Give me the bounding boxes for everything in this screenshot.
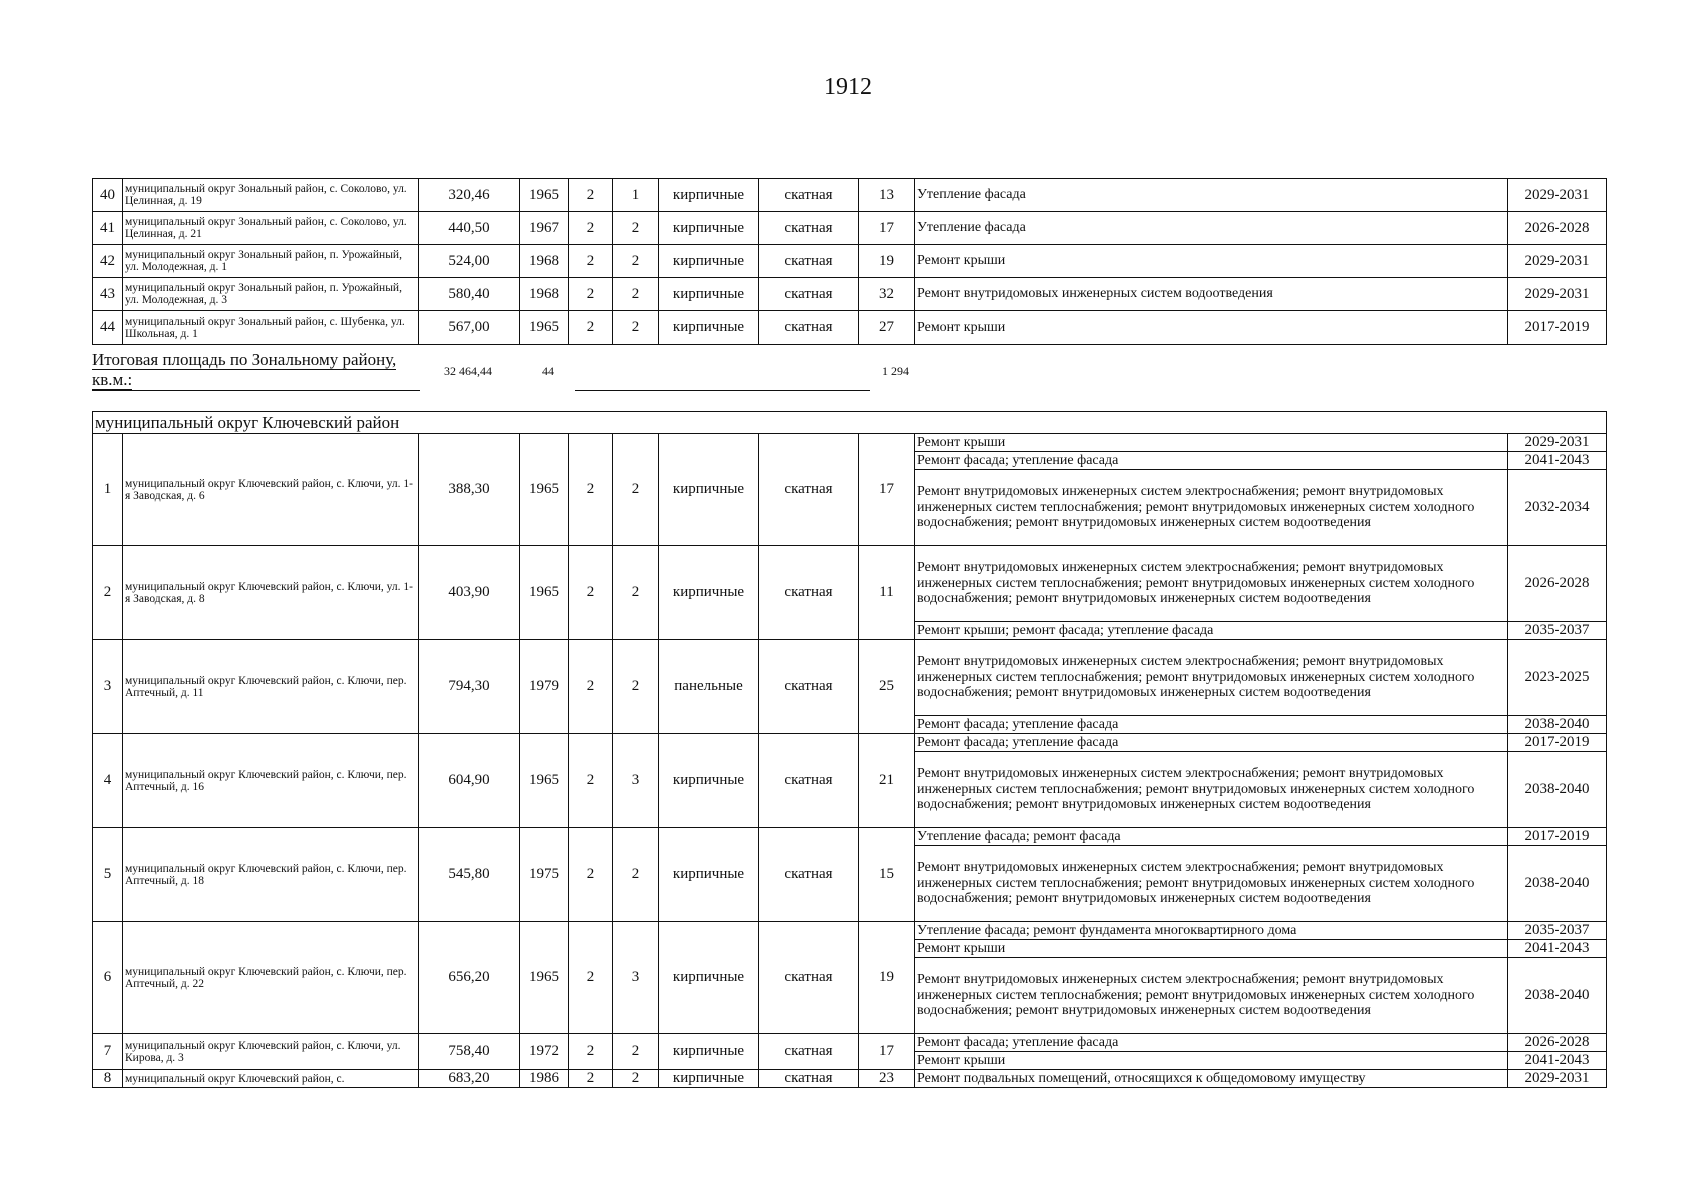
row-number: 40 [93, 179, 123, 212]
period-cell: 2038-2040 [1508, 716, 1607, 734]
floors-cell: 2 [569, 179, 613, 212]
walls-cell: кирпичные [659, 245, 759, 278]
year-cell: 1975 [520, 828, 569, 922]
table-row [93, 828, 1607, 846]
table-row [93, 434, 1607, 452]
apartments-cell: 15 [859, 828, 915, 922]
period-cell: 2029-2031 [1508, 245, 1607, 278]
period-cell: 2017-2019 [1508, 311, 1607, 345]
period-cell: 2041-2043 [1508, 1052, 1607, 1070]
area-cell: 656,20 [419, 922, 520, 1034]
roof-cell: скатная [759, 434, 859, 546]
area-cell: 440,50 [419, 212, 520, 245]
roof-cell: скатная [759, 311, 859, 345]
total-area: 32 464,44 [444, 364, 492, 378]
total-count: 44 [542, 364, 554, 378]
roof-cell: скатная [759, 546, 859, 640]
roof-cell: скатная [759, 278, 859, 311]
entrances-cell: 2 [613, 278, 659, 311]
walls-cell: кирпичные [659, 828, 759, 922]
total-underline [92, 390, 420, 391]
entrances-cell: 2 [613, 245, 659, 278]
apartments-cell: 27 [859, 311, 915, 345]
zonal-district-table [92, 178, 1607, 345]
row-number: 7 [93, 1034, 123, 1070]
period-cell: 2041-2043 [1508, 452, 1607, 470]
floors-cell: 2 [569, 212, 613, 245]
entrances-cell: 2 [613, 1034, 659, 1070]
address-cell: муниципальный округ Зональный район, п. Урожайный, ул. Молодежная, д. 1 [123, 245, 419, 278]
entrances-cell: 2 [613, 1070, 659, 1088]
entrances-cell: 1 [613, 179, 659, 212]
area-cell: 683,20 [419, 1070, 520, 1088]
total-underline [575, 390, 870, 391]
works-cell: Ремонт крыши [915, 434, 1508, 452]
works-cell: Ремонт фасада; утепление фасада [915, 716, 1508, 734]
works-cell: Ремонт внутридомовых инженерных систем электроснабжения; ремонт внутридомовых инженерных систем теплоснабжения; ремонт внутридомовых инженерных систем холодного водоснабжения; ремонт внутридомовых инженерных систем водоотведения [915, 846, 1508, 922]
row-number: 8 [93, 1070, 123, 1088]
entrances-cell: 2 [613, 640, 659, 734]
floors-cell: 2 [569, 278, 613, 311]
table-row [93, 212, 1607, 245]
period-cell: 2035-2037 [1508, 622, 1607, 640]
apartments-cell: 11 [859, 546, 915, 640]
area-cell: 580,40 [419, 278, 520, 311]
period-cell: 2023-2025 [1508, 640, 1607, 716]
address-cell: муниципальный округ Ключевский район, с. Ключи, пер. Аптечный, д. 16 [123, 734, 419, 828]
year-cell: 1965 [520, 179, 569, 212]
entrances-cell: 2 [613, 434, 659, 546]
floors-cell: 2 [569, 1034, 613, 1070]
table-row [93, 311, 1607, 345]
entrances-cell: 2 [613, 546, 659, 640]
roof-cell: скатная [759, 640, 859, 734]
address-cell: муниципальный округ Зональный район, с. Шубенка, ул. Школьная, д. 1 [123, 311, 419, 345]
year-cell: 1972 [520, 1034, 569, 1070]
year-cell: 1965 [520, 734, 569, 828]
table-row [93, 734, 1607, 752]
table-row [93, 1070, 1607, 1088]
row-number: 6 [93, 922, 123, 1034]
works-cell: Ремонт крыши [915, 245, 1508, 278]
year-cell: 1986 [520, 1070, 569, 1088]
works-cell: Ремонт крыши [915, 1052, 1508, 1070]
entrances-cell: 2 [613, 828, 659, 922]
roof-cell: скатная [759, 828, 859, 922]
area-cell: 388,30 [419, 434, 520, 546]
period-cell: 2038-2040 [1508, 752, 1607, 828]
works-cell: Ремонт фасада; утепление фасада [915, 452, 1508, 470]
apartments-cell: 25 [859, 640, 915, 734]
period-cell: 2029-2031 [1508, 434, 1607, 452]
walls-cell: кирпичные [659, 922, 759, 1034]
row-number: 1 [93, 434, 123, 546]
walls-cell: кирпичные [659, 1034, 759, 1070]
roof-cell: скатная [759, 179, 859, 212]
row-number: 43 [93, 278, 123, 311]
area-cell: 320,46 [419, 179, 520, 212]
address-cell: муниципальный округ Ключевский район, с. Ключи, ул. 1-я Заводская, д. 8 [123, 546, 419, 640]
table-row [93, 546, 1607, 622]
entrances-cell: 2 [613, 212, 659, 245]
address-cell: муниципальный округ Ключевский район, с. Ключи, ул. Кирова, д. 3 [123, 1034, 419, 1070]
row-number: 44 [93, 311, 123, 345]
period-cell: 2038-2040 [1508, 958, 1607, 1034]
works-cell: Ремонт крыши [915, 311, 1508, 345]
area-cell: 524,00 [419, 245, 520, 278]
floors-cell: 2 [569, 828, 613, 922]
walls-cell: кирпичные [659, 179, 759, 212]
year-cell: 1965 [520, 546, 569, 640]
works-cell: Ремонт крыши [915, 940, 1508, 958]
total-label: Итоговая площадь по Зональному району, кв.м.: [92, 350, 397, 389]
works-cell: Ремонт внутридомовых инженерных систем электроснабжения; ремонт внутридомовых инженерных систем теплоснабжения; ремонт внутридомовых инженерных систем холодного водоснабжения; ремонт внутридомовых инженерных систем водоотведения [915, 546, 1508, 622]
period-cell: 2017-2019 [1508, 828, 1607, 846]
works-cell: Утепление фасада; ремонт фундамента многоквартирного дома [915, 922, 1508, 940]
apartments-cell: 19 [859, 922, 915, 1034]
area-cell: 545,80 [419, 828, 520, 922]
period-cell: 2032-2034 [1508, 470, 1607, 546]
table-row [93, 278, 1607, 311]
year-cell: 1967 [520, 212, 569, 245]
area-cell: 403,90 [419, 546, 520, 640]
period-cell: 2017-2019 [1508, 734, 1607, 752]
roof-cell: скатная [759, 1070, 859, 1088]
works-cell: Ремонт внутридомовых инженерных систем электроснабжения; ремонт внутридомовых инженерных систем теплоснабжения; ремонт внутридомовых инженерных систем холодного водоснабжения; ремонт внутридомовых инженерных систем водоотведения [915, 752, 1508, 828]
entrances-cell: 3 [613, 734, 659, 828]
works-cell: Ремонт внутридомовых инженерных систем электроснабжения; ремонт внутридомовых инженерных систем теплоснабжения; ремонт внутридомовых инженерных систем холодного водоснабжения; ремонт внутридомовых инженерных систем водоотведения [915, 640, 1508, 716]
table-row [93, 640, 1607, 716]
page-number: 1912 [824, 74, 872, 100]
area-cell: 758,40 [419, 1034, 520, 1070]
works-cell: Ремонт фасада; утепление фасада [915, 734, 1508, 752]
year-cell: 1965 [520, 434, 569, 546]
roof-cell: скатная [759, 245, 859, 278]
period-cell: 2029-2031 [1508, 1070, 1607, 1088]
year-cell: 1979 [520, 640, 569, 734]
area-cell: 567,00 [419, 311, 520, 345]
apartments-cell: 21 [859, 734, 915, 828]
klyuchevsky-district-table [92, 411, 1607, 1088]
year-cell: 1965 [520, 311, 569, 345]
floors-cell: 2 [569, 434, 613, 546]
apartments-cell: 23 [859, 1070, 915, 1088]
walls-cell: кирпичные [659, 546, 759, 640]
apartments-cell: 13 [859, 179, 915, 212]
address-cell: муниципальный округ Ключевский район, с. Ключи, пер. Аптечный, д. 22 [123, 922, 419, 1034]
apartments-cell: 17 [859, 212, 915, 245]
period-cell: 2026-2028 [1508, 1034, 1607, 1052]
table-row [93, 1034, 1607, 1052]
address-cell: муниципальный округ Зональный район, п. Урожайный, ул. Молодежная, д. 3 [123, 278, 419, 311]
walls-cell: кирпичные [659, 278, 759, 311]
works-cell: Ремонт внутридомовых инженерных систем водоотведения [915, 278, 1508, 311]
floors-cell: 2 [569, 245, 613, 278]
address-cell: муниципальный округ Ключевский район, с. [123, 1070, 419, 1088]
walls-cell: кирпичные [659, 734, 759, 828]
floors-cell: 2 [569, 640, 613, 734]
floors-cell: 2 [569, 734, 613, 828]
row-number: 41 [93, 212, 123, 245]
address-cell: муниципальный округ Ключевский район, с. Ключи, пер. Аптечный, д. 18 [123, 828, 419, 922]
period-cell: 2038-2040 [1508, 846, 1607, 922]
apartments-cell: 19 [859, 245, 915, 278]
apartments-cell: 17 [859, 1034, 915, 1070]
period-cell: 2029-2031 [1508, 278, 1607, 311]
year-cell: 1968 [520, 245, 569, 278]
year-cell: 1965 [520, 922, 569, 1034]
address-cell: муниципальный округ Зональный район, с. Соколово, ул. Целинная, д. 21 [123, 212, 419, 245]
floors-cell: 2 [569, 1070, 613, 1088]
works-cell: Утепление фасада; ремонт фасада [915, 828, 1508, 846]
walls-cell: кирпичные [659, 212, 759, 245]
table-row [93, 245, 1607, 278]
works-cell: Утепление фасада [915, 212, 1508, 245]
address-cell: муниципальный округ Зональный район, с. Соколово, ул. Целинная, д. 19 [123, 179, 419, 212]
table-row [93, 922, 1607, 940]
district-heading: муниципальный округ Ключевский район [93, 412, 1607, 434]
address-cell: муниципальный округ Ключевский район, с. Ключи, пер. Аптечный, д. 11 [123, 640, 419, 734]
apartments-cell: 17 [859, 434, 915, 546]
total-apartments: 1 294 [882, 364, 909, 378]
period-cell: 2041-2043 [1508, 940, 1607, 958]
entrances-cell: 2 [613, 311, 659, 345]
area-cell: 604,90 [419, 734, 520, 828]
works-cell: Ремонт крыши; ремонт фасада; утепление фасада [915, 622, 1508, 640]
walls-cell: кирпичные [659, 1070, 759, 1088]
roof-cell: скатная [759, 734, 859, 828]
floors-cell: 2 [569, 922, 613, 1034]
row-number: 3 [93, 640, 123, 734]
works-cell: Ремонт внутридомовых инженерных систем электроснабжения; ремонт внутридомовых инженерных систем теплоснабжения; ремонт внутридомовых инженерных систем холодного водоснабжения; ремонт внутридомовых инженерных систем водоотведения [915, 470, 1508, 546]
row-number: 2 [93, 546, 123, 640]
roof-cell: скатная [759, 212, 859, 245]
period-cell: 2026-2028 [1508, 546, 1607, 622]
period-cell: 2029-2031 [1508, 179, 1607, 212]
works-cell: Ремонт фасада; утепление фасада [915, 1034, 1508, 1052]
year-cell: 1968 [520, 278, 569, 311]
row-number: 42 [93, 245, 123, 278]
works-cell: Утепление фасада [915, 179, 1508, 212]
walls-cell: кирпичные [659, 311, 759, 345]
entrances-cell: 3 [613, 922, 659, 1034]
period-cell: 2035-2037 [1508, 922, 1607, 940]
floors-cell: 2 [569, 311, 613, 345]
walls-cell: кирпичные [659, 434, 759, 546]
works-cell: Ремонт подвальных помещений, относящихся к общедомовому имуществу [915, 1070, 1508, 1088]
row-number: 5 [93, 828, 123, 922]
table-row [93, 179, 1607, 212]
area-cell: 794,30 [419, 640, 520, 734]
address-cell: муниципальный округ Ключевский район, с. Ключи, ул. 1-я Заводская, д. 6 [123, 434, 419, 546]
works-cell: Ремонт внутридомовых инженерных систем электроснабжения; ремонт внутридомовых инженерных систем теплоснабжения; ремонт внутридомовых инженерных систем холодного водоснабжения; ремонт внутридомовых инженерных систем водоотведения [915, 958, 1508, 1034]
walls-cell: панельные [659, 640, 759, 734]
roof-cell: скатная [759, 1034, 859, 1070]
roof-cell: скатная [759, 922, 859, 1034]
row-number: 4 [93, 734, 123, 828]
floors-cell: 2 [569, 546, 613, 640]
period-cell: 2026-2028 [1508, 212, 1607, 245]
apartments-cell: 32 [859, 278, 915, 311]
